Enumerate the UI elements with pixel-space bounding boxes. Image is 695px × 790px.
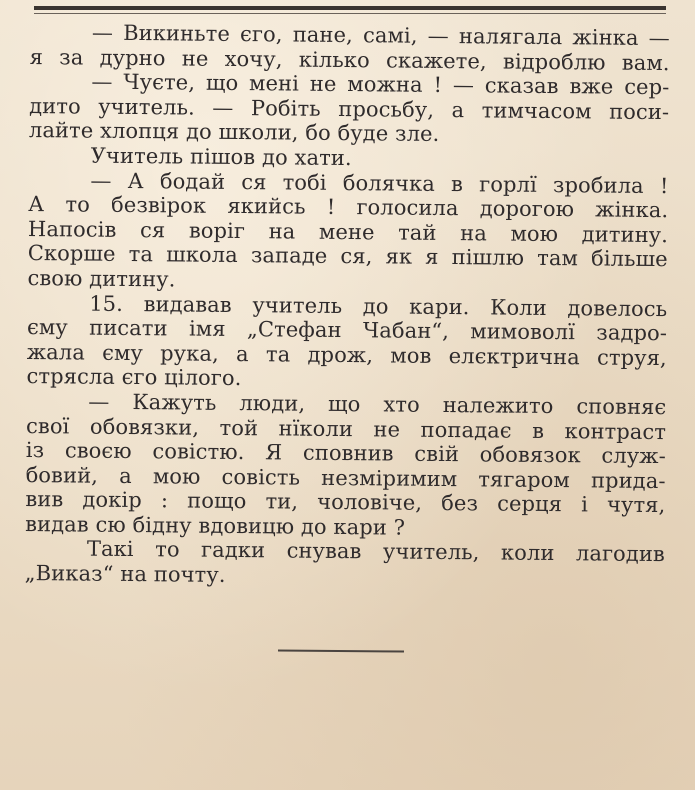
text-line: із своєю совістю. Я сповнив свій обовязок служ- (25, 438, 666, 469)
text-line: свої обовязки, той нїколи не попадає в контраст (25, 413, 667, 444)
text-line: — Чуєте, що мені не можна ! — сказав вже сер- (91, 69, 670, 100)
top-rule-thin (34, 13, 666, 14)
top-rule (34, 6, 666, 10)
text-line: свою дитину. (27, 265, 176, 292)
text-line: — Викиньте єго, пане, самі, — налягала жінка — (91, 20, 670, 51)
text-line: я за дурно не хочу, кілько скажете, відроблю вам. (29, 44, 670, 75)
text-line: А то безвірок якийсь ! голосила дорогою жінка. (28, 192, 669, 223)
text-line: єму писати імя „Стефан Чабан“, мимоволї задро- (26, 315, 668, 346)
text-line: Такі то гадки снував учитель, коли лагодив (86, 537, 666, 567)
story-text (25, 20, 670, 592)
text-line: лайте хлопця до школи, бо буде зле. (28, 118, 440, 147)
text-line: видав сю бідну вдовицю до кари ? (25, 511, 406, 540)
text-line: — Кажуть люди, що хто належито сповняє (88, 389, 667, 420)
text-line: — А бодай ся тобі болячка в горлї зробила ! (90, 168, 669, 198)
text-line: „Виказ“ на почту. (24, 561, 226, 587)
text-line: жала єму рука, а та дрож, мов елєктрична струя, (26, 339, 667, 370)
text-line: Напосів ся ворiг на мене тай на мою дитину. (27, 216, 669, 247)
text-line: дито учитель. — Робіть просьбу, а тимчасом поси- (29, 93, 670, 124)
text-line: бовий, а мою совість незміримим тягаром прида- (25, 462, 666, 493)
text-line: вив докір : пощо ти, чоловіче, без серця і чутя, (25, 487, 666, 518)
text-line: Скорше та школа западе ся, як я пішлю там більше (27, 241, 668, 272)
text-line: 15. видавав учитель до кари. Коли довелось (89, 291, 668, 321)
end-rule (278, 649, 404, 652)
text-line: Учитель пішов до хати. (90, 143, 352, 171)
text-line: стрясла єго цілого. (26, 364, 242, 391)
